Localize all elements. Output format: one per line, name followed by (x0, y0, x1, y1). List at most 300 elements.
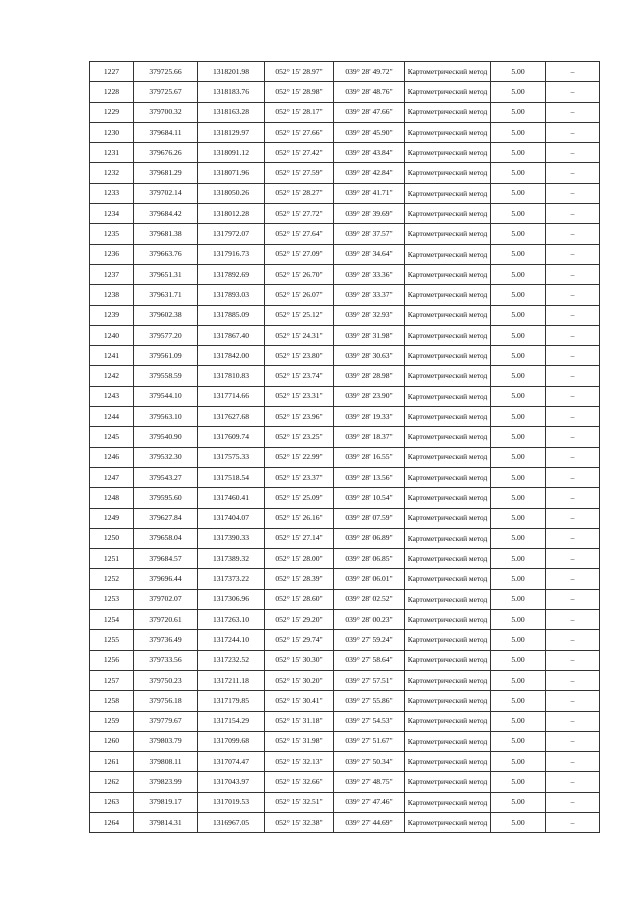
point-number-cell: 1236 (90, 244, 134, 264)
longitude-cell: 039° 28' 31.98" (334, 325, 405, 345)
point-number-cell: 1256 (90, 650, 134, 670)
longitude-cell: 039° 28' 07.59" (334, 508, 405, 528)
point-number-cell: 1241 (90, 346, 134, 366)
point-number-cell: 1255 (90, 630, 134, 650)
y-coordinate-cell: 1318129.97 (198, 122, 265, 142)
longitude-cell: 039° 28' 34.64" (334, 244, 405, 264)
x-coordinate-cell: 379684.57 (134, 549, 198, 569)
note-cell: – (546, 305, 600, 325)
y-coordinate-cell: 1317019.53 (198, 792, 265, 812)
y-coordinate-cell: 1317892.69 (198, 264, 265, 284)
point-number-cell: 1243 (90, 386, 134, 406)
table-row (90, 427, 600, 447)
accuracy-cell: 5.00 (491, 82, 546, 102)
note-cell: – (546, 427, 600, 447)
accuracy-cell: 5.00 (491, 143, 546, 163)
method-cell: Картометрический метод (405, 204, 491, 224)
note-cell: – (546, 488, 600, 508)
point-number-cell: 1244 (90, 407, 134, 427)
x-coordinate-cell: 379563.10 (134, 407, 198, 427)
longitude-cell: 039° 28' 28.98" (334, 366, 405, 386)
longitude-cell: 039° 27' 44.69" (334, 812, 405, 832)
table-row (90, 670, 600, 690)
longitude-cell: 039° 28' 00.23" (334, 610, 405, 630)
x-coordinate-cell: 379540.90 (134, 427, 198, 447)
table-row (90, 792, 600, 812)
point-number-cell: 1259 (90, 711, 134, 731)
latitude-cell: 052° 15' 32.38" (265, 812, 334, 832)
y-coordinate-cell: 1317518.54 (198, 467, 265, 487)
x-coordinate-cell: 379725.66 (134, 62, 198, 82)
longitude-cell: 039° 28' 02.52" (334, 589, 405, 609)
y-coordinate-cell: 1317972.07 (198, 224, 265, 244)
note-cell: – (546, 792, 600, 812)
latitude-cell: 052° 15' 26.07" (265, 285, 334, 305)
x-coordinate-cell: 379627.84 (134, 508, 198, 528)
x-coordinate-cell: 379663.76 (134, 244, 198, 264)
method-cell: Картометрический метод (405, 224, 491, 244)
point-number-cell: 1247 (90, 467, 134, 487)
method-cell: Картометрический метод (405, 122, 491, 142)
table-row (90, 508, 600, 528)
longitude-cell: 039° 28' 49.72" (334, 62, 405, 82)
x-coordinate-cell: 379736.49 (134, 630, 198, 650)
latitude-cell: 052° 15' 28.39" (265, 569, 334, 589)
longitude-cell: 039° 27' 54.53" (334, 711, 405, 731)
note-cell: – (546, 772, 600, 792)
point-number-cell: 1232 (90, 163, 134, 183)
method-cell: Картометрический метод (405, 467, 491, 487)
longitude-cell: 039° 28' 41.71" (334, 183, 405, 203)
method-cell: Картометрический метод (405, 792, 491, 812)
x-coordinate-cell: 379631.71 (134, 285, 198, 305)
x-coordinate-cell: 379676.26 (134, 143, 198, 163)
x-coordinate-cell: 379651.31 (134, 264, 198, 284)
longitude-cell: 039° 28' 06.89" (334, 528, 405, 548)
x-coordinate-cell: 379823.99 (134, 772, 198, 792)
method-cell: Картометрический метод (405, 752, 491, 772)
coordinates-table (89, 61, 600, 833)
note-cell: – (546, 508, 600, 528)
method-cell: Картометрический метод (405, 772, 491, 792)
method-cell: Картометрический метод (405, 610, 491, 630)
latitude-cell: 052° 15' 28.97" (265, 62, 334, 82)
x-coordinate-cell: 379543.27 (134, 467, 198, 487)
x-coordinate-cell: 379720.61 (134, 610, 198, 630)
x-coordinate-cell: 379750.23 (134, 670, 198, 690)
table-row (90, 691, 600, 711)
accuracy-cell: 5.00 (491, 772, 546, 792)
table-row (90, 62, 600, 82)
table-row (90, 630, 600, 650)
latitude-cell: 052° 15' 27.72" (265, 204, 334, 224)
y-coordinate-cell: 1318071.96 (198, 163, 265, 183)
latitude-cell: 052° 15' 23.31" (265, 386, 334, 406)
latitude-cell: 052° 15' 23.37" (265, 467, 334, 487)
table-row (90, 204, 600, 224)
table-row (90, 244, 600, 264)
accuracy-cell: 5.00 (491, 812, 546, 832)
longitude-cell: 039° 28' 18.37" (334, 427, 405, 447)
point-number-cell: 1227 (90, 62, 134, 82)
point-number-cell: 1254 (90, 610, 134, 630)
table-row (90, 711, 600, 731)
method-cell: Картометрический метод (405, 386, 491, 406)
table-row (90, 589, 600, 609)
accuracy-cell: 5.00 (491, 163, 546, 183)
method-cell: Картометрический метод (405, 102, 491, 122)
method-cell: Картометрический метод (405, 143, 491, 163)
table-row (90, 264, 600, 284)
y-coordinate-cell: 1317043.97 (198, 772, 265, 792)
note-cell: – (546, 346, 600, 366)
point-number-cell: 1263 (90, 792, 134, 812)
table-row (90, 285, 600, 305)
table-row (90, 467, 600, 487)
table-row (90, 325, 600, 345)
x-coordinate-cell: 379544.10 (134, 386, 198, 406)
y-coordinate-cell: 1317389.32 (198, 549, 265, 569)
x-coordinate-cell: 379577.20 (134, 325, 198, 345)
note-cell: – (546, 82, 600, 102)
table-row (90, 82, 600, 102)
longitude-cell: 039° 27' 50.34" (334, 752, 405, 772)
point-number-cell: 1249 (90, 508, 134, 528)
note-cell: – (546, 122, 600, 142)
point-number-cell: 1239 (90, 305, 134, 325)
y-coordinate-cell: 1317714.66 (198, 386, 265, 406)
x-coordinate-cell: 379700.32 (134, 102, 198, 122)
method-cell: Картометрический метод (405, 731, 491, 751)
latitude-cell: 052° 15' 28.98" (265, 82, 334, 102)
point-number-cell: 1253 (90, 589, 134, 609)
note-cell: – (546, 549, 600, 569)
y-coordinate-cell: 1317460.41 (198, 488, 265, 508)
accuracy-cell: 5.00 (491, 204, 546, 224)
longitude-cell: 039° 28' 30.63" (334, 346, 405, 366)
note-cell: – (546, 528, 600, 548)
latitude-cell: 052° 15' 28.27" (265, 183, 334, 203)
x-coordinate-cell: 379779.67 (134, 711, 198, 731)
method-cell: Картометрический метод (405, 82, 491, 102)
accuracy-cell: 5.00 (491, 386, 546, 406)
longitude-cell: 039° 28' 19.33" (334, 407, 405, 427)
accuracy-cell: 5.00 (491, 549, 546, 569)
point-number-cell: 1245 (90, 427, 134, 447)
latitude-cell: 052° 15' 31.98" (265, 731, 334, 751)
note-cell: – (546, 244, 600, 264)
x-coordinate-cell: 379684.42 (134, 204, 198, 224)
point-number-cell: 1252 (90, 569, 134, 589)
point-number-cell: 1233 (90, 183, 134, 203)
y-coordinate-cell: 1317373.22 (198, 569, 265, 589)
method-cell: Картометрический метод (405, 264, 491, 284)
method-cell: Картометрический метод (405, 244, 491, 264)
x-coordinate-cell: 379808.11 (134, 752, 198, 772)
longitude-cell: 039° 27' 47.46" (334, 792, 405, 812)
note-cell: – (546, 650, 600, 670)
y-coordinate-cell: 1317179.85 (198, 691, 265, 711)
accuracy-cell: 5.00 (491, 285, 546, 305)
point-number-cell: 1230 (90, 122, 134, 142)
note-cell: – (546, 204, 600, 224)
longitude-cell: 039° 27' 51.67" (334, 731, 405, 751)
y-coordinate-cell: 1318012.28 (198, 204, 265, 224)
longitude-cell: 039° 28' 06.01" (334, 569, 405, 589)
table-row (90, 549, 600, 569)
method-cell: Картометрический метод (405, 630, 491, 650)
x-coordinate-cell: 379602.38 (134, 305, 198, 325)
accuracy-cell: 5.00 (491, 528, 546, 548)
latitude-cell: 052° 15' 28.00" (265, 549, 334, 569)
method-cell: Картометрический метод (405, 549, 491, 569)
note-cell: – (546, 183, 600, 203)
point-number-cell: 1240 (90, 325, 134, 345)
table-row (90, 163, 600, 183)
y-coordinate-cell: 1317099.68 (198, 731, 265, 751)
longitude-cell: 039° 27' 58.64" (334, 650, 405, 670)
y-coordinate-cell: 1317244.10 (198, 630, 265, 650)
latitude-cell: 052° 15' 23.25" (265, 427, 334, 447)
method-cell: Картометрический метод (405, 305, 491, 325)
point-number-cell: 1235 (90, 224, 134, 244)
y-coordinate-cell: 1317609.74 (198, 427, 265, 447)
accuracy-cell: 5.00 (491, 589, 546, 609)
x-coordinate-cell: 379725.67 (134, 82, 198, 102)
point-number-cell: 1246 (90, 447, 134, 467)
point-number-cell: 1231 (90, 143, 134, 163)
note-cell: – (546, 366, 600, 386)
y-coordinate-cell: 1316967.05 (198, 812, 265, 832)
longitude-cell: 039° 28' 48.76" (334, 82, 405, 102)
note-cell: – (546, 62, 600, 82)
accuracy-cell: 5.00 (491, 508, 546, 528)
y-coordinate-cell: 1317154.29 (198, 711, 265, 731)
latitude-cell: 052° 15' 27.59" (265, 163, 334, 183)
latitude-cell: 052° 15' 28.17" (265, 102, 334, 122)
table-row (90, 610, 600, 630)
accuracy-cell: 5.00 (491, 731, 546, 751)
latitude-cell: 052° 15' 29.20" (265, 610, 334, 630)
x-coordinate-cell: 379561.09 (134, 346, 198, 366)
point-number-cell: 1228 (90, 82, 134, 102)
x-coordinate-cell: 379558.59 (134, 366, 198, 386)
latitude-cell: 052° 15' 27.64" (265, 224, 334, 244)
table-row (90, 488, 600, 508)
longitude-cell: 039° 28' 16.55" (334, 447, 405, 467)
note-cell: – (546, 630, 600, 650)
x-coordinate-cell: 379702.07 (134, 589, 198, 609)
x-coordinate-cell: 379684.11 (134, 122, 198, 142)
note-cell: – (546, 711, 600, 731)
method-cell: Картометрический метод (405, 508, 491, 528)
latitude-cell: 052° 15' 26.70" (265, 264, 334, 284)
longitude-cell: 039° 27' 57.51" (334, 670, 405, 690)
accuracy-cell: 5.00 (491, 122, 546, 142)
accuracy-cell: 5.00 (491, 407, 546, 427)
table-row (90, 528, 600, 548)
x-coordinate-cell: 379803.79 (134, 731, 198, 751)
note-cell: – (546, 670, 600, 690)
accuracy-cell: 5.00 (491, 224, 546, 244)
y-coordinate-cell: 1317885.09 (198, 305, 265, 325)
longitude-cell: 039° 28' 23.90" (334, 386, 405, 406)
note-cell: – (546, 325, 600, 345)
point-number-cell: 1250 (90, 528, 134, 548)
method-cell: Картометрический метод (405, 62, 491, 82)
accuracy-cell: 5.00 (491, 569, 546, 589)
y-coordinate-cell: 1317842.00 (198, 346, 265, 366)
x-coordinate-cell: 379681.38 (134, 224, 198, 244)
latitude-cell: 052° 15' 32.13" (265, 752, 334, 772)
latitude-cell: 052° 15' 27.09" (265, 244, 334, 264)
table-row (90, 386, 600, 406)
table-row (90, 812, 600, 832)
y-coordinate-cell: 1317306.96 (198, 589, 265, 609)
y-coordinate-cell: 1317867.40 (198, 325, 265, 345)
latitude-cell: 052° 15' 25.09" (265, 488, 334, 508)
longitude-cell: 039° 27' 59.24" (334, 630, 405, 650)
note-cell: – (546, 143, 600, 163)
y-coordinate-cell: 1317810.83 (198, 366, 265, 386)
method-cell: Картометрический метод (405, 691, 491, 711)
accuracy-cell: 5.00 (491, 691, 546, 711)
method-cell: Картометрический метод (405, 285, 491, 305)
accuracy-cell: 5.00 (491, 366, 546, 386)
method-cell: Картометрический метод (405, 812, 491, 832)
accuracy-cell: 5.00 (491, 467, 546, 487)
point-number-cell: 1238 (90, 285, 134, 305)
longitude-cell: 039° 28' 43.84" (334, 143, 405, 163)
latitude-cell: 052° 15' 28.60" (265, 589, 334, 609)
note-cell: – (546, 407, 600, 427)
table-row (90, 122, 600, 142)
accuracy-cell: 5.00 (491, 325, 546, 345)
point-number-cell: 1229 (90, 102, 134, 122)
accuracy-cell: 5.00 (491, 305, 546, 325)
accuracy-cell: 5.00 (491, 670, 546, 690)
y-coordinate-cell: 1318163.28 (198, 102, 265, 122)
longitude-cell: 039° 28' 45.90" (334, 122, 405, 142)
accuracy-cell: 5.00 (491, 630, 546, 650)
note-cell: – (546, 812, 600, 832)
method-cell: Картометрический метод (405, 183, 491, 203)
y-coordinate-cell: 1318183.76 (198, 82, 265, 102)
note-cell: – (546, 285, 600, 305)
point-number-cell: 1251 (90, 549, 134, 569)
latitude-cell: 052° 15' 32.51" (265, 792, 334, 812)
point-number-cell: 1242 (90, 366, 134, 386)
longitude-cell: 039° 28' 33.36" (334, 264, 405, 284)
accuracy-cell: 5.00 (491, 711, 546, 731)
longitude-cell: 039° 28' 42.84" (334, 163, 405, 183)
latitude-cell: 052° 15' 22.99" (265, 447, 334, 467)
method-cell: Картометрический метод (405, 488, 491, 508)
method-cell: Картометрический метод (405, 569, 491, 589)
longitude-cell: 039° 28' 47.66" (334, 102, 405, 122)
table-row (90, 650, 600, 670)
x-coordinate-cell: 379756.18 (134, 691, 198, 711)
method-cell: Картометрический метод (405, 670, 491, 690)
note-cell: – (546, 752, 600, 772)
accuracy-cell: 5.00 (491, 346, 546, 366)
latitude-cell: 052° 15' 27.42" (265, 143, 334, 163)
y-coordinate-cell: 1318091.12 (198, 143, 265, 163)
accuracy-cell: 5.00 (491, 488, 546, 508)
longitude-cell: 039° 28' 06.85" (334, 549, 405, 569)
x-coordinate-cell: 379702.14 (134, 183, 198, 203)
y-coordinate-cell: 1317627.68 (198, 407, 265, 427)
note-cell: – (546, 264, 600, 284)
accuracy-cell: 5.00 (491, 610, 546, 630)
x-coordinate-cell: 379595.60 (134, 488, 198, 508)
point-number-cell: 1237 (90, 264, 134, 284)
method-cell: Картометрический метод (405, 427, 491, 447)
longitude-cell: 039° 28' 10.54" (334, 488, 405, 508)
longitude-cell: 039° 27' 48.75" (334, 772, 405, 792)
longitude-cell: 039° 28' 32.93" (334, 305, 405, 325)
longitude-cell: 039° 27' 55.86" (334, 691, 405, 711)
y-coordinate-cell: 1317916.73 (198, 244, 265, 264)
note-cell: – (546, 224, 600, 244)
latitude-cell: 052° 15' 26.16" (265, 508, 334, 528)
longitude-cell: 039° 28' 39.69" (334, 204, 405, 224)
x-coordinate-cell: 379819.17 (134, 792, 198, 812)
y-coordinate-cell: 1317404.07 (198, 508, 265, 528)
point-number-cell: 1260 (90, 731, 134, 751)
note-cell: – (546, 467, 600, 487)
point-number-cell: 1248 (90, 488, 134, 508)
point-number-cell: 1261 (90, 752, 134, 772)
method-cell: Картометрический метод (405, 407, 491, 427)
point-number-cell: 1264 (90, 812, 134, 832)
table-row (90, 143, 600, 163)
latitude-cell: 052° 15' 23.96" (265, 407, 334, 427)
latitude-cell: 052° 15' 29.74" (265, 630, 334, 650)
table-row (90, 224, 600, 244)
y-coordinate-cell: 1317074.47 (198, 752, 265, 772)
table-row (90, 569, 600, 589)
note-cell: – (546, 731, 600, 751)
accuracy-cell: 5.00 (491, 244, 546, 264)
y-coordinate-cell: 1317232.52 (198, 650, 265, 670)
table-row (90, 772, 600, 792)
method-cell: Картометрический метод (405, 650, 491, 670)
longitude-cell: 039° 28' 37.57" (334, 224, 405, 244)
x-coordinate-cell: 379532.30 (134, 447, 198, 467)
latitude-cell: 052° 15' 30.20" (265, 670, 334, 690)
x-coordinate-cell: 379658.04 (134, 528, 198, 548)
table-body (90, 62, 600, 833)
latitude-cell: 052° 15' 31.18" (265, 711, 334, 731)
accuracy-cell: 5.00 (491, 183, 546, 203)
latitude-cell: 052° 15' 30.30" (265, 650, 334, 670)
longitude-cell: 039° 28' 33.37" (334, 285, 405, 305)
latitude-cell: 052° 15' 25.12" (265, 305, 334, 325)
method-cell: Картометрический метод (405, 346, 491, 366)
note-cell: – (546, 691, 600, 711)
point-number-cell: 1258 (90, 691, 134, 711)
note-cell: – (546, 589, 600, 609)
note-cell: – (546, 447, 600, 467)
accuracy-cell: 5.00 (491, 62, 546, 82)
note-cell: – (546, 610, 600, 630)
note-cell: – (546, 102, 600, 122)
accuracy-cell: 5.00 (491, 102, 546, 122)
note-cell: – (546, 386, 600, 406)
accuracy-cell: 5.00 (491, 427, 546, 447)
accuracy-cell: 5.00 (491, 650, 546, 670)
